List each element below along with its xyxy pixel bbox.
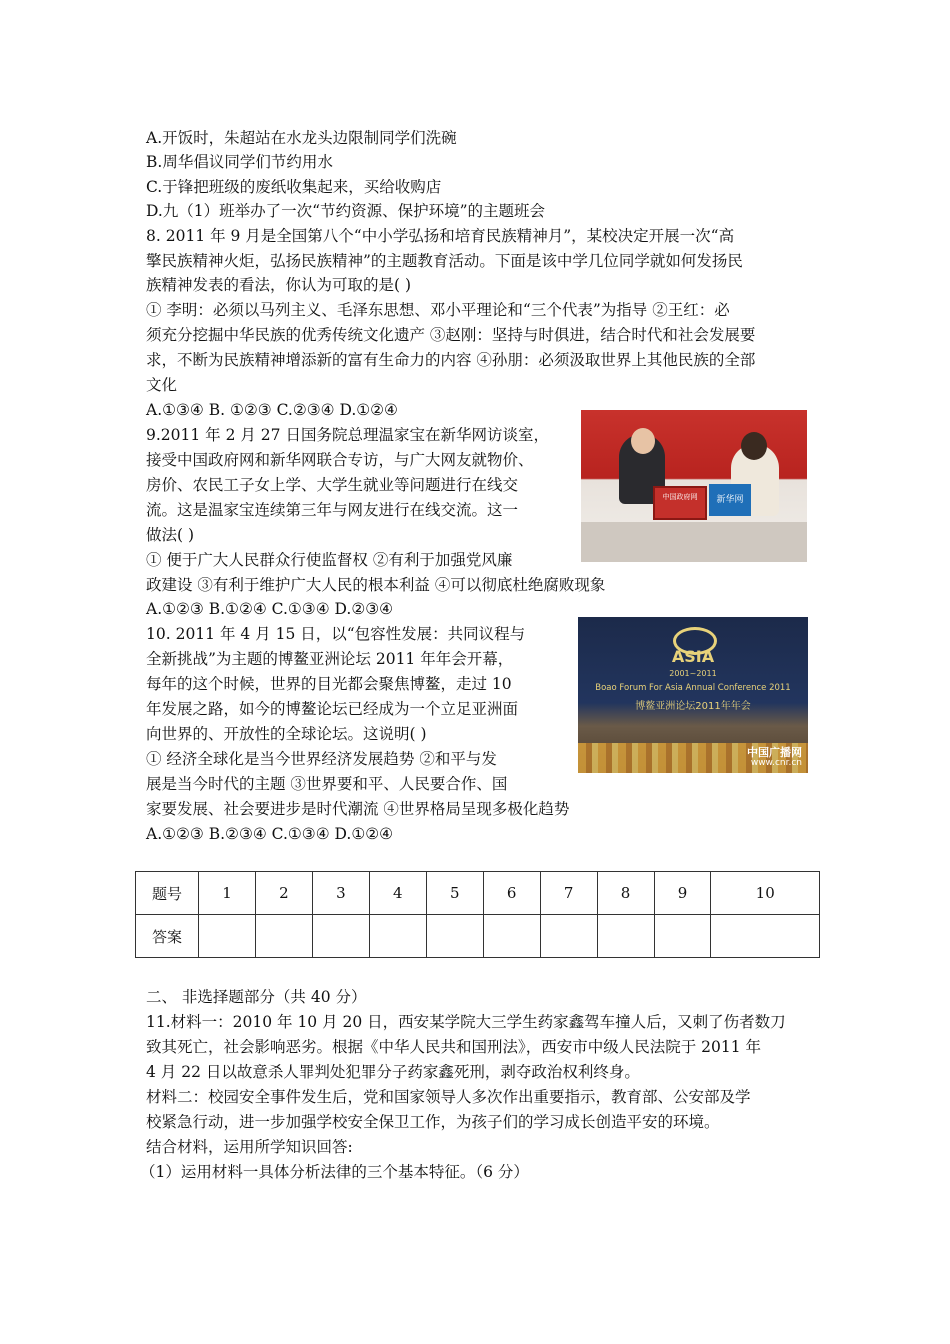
table-cell: 8 <box>597 872 654 915</box>
question-10-text: 10. 2011 年 4 月 15 日，以“包容性发展：共同议程与 <box>146 625 526 643</box>
question-10-text: 家要发展、社会要进步是时代潮流 ④世界格局呈现多极化趋势 <box>146 800 570 818</box>
question-10-text: 全新挑战”为主题的博鳌亚洲论坛 2011 年年会开幕， <box>146 650 514 668</box>
table-cell: 10 <box>711 872 820 915</box>
laptop-right-label: 新华网 <box>709 484 751 516</box>
forum-title-cn: 博鳌亚洲论坛2011年年会 <box>635 701 751 712</box>
question-10-options: A.①②③ B.②③④ C.①③④ D.①②④ <box>146 825 394 843</box>
watermark-cn: 中国广播网 <box>747 746 802 759</box>
option-c: C.于锋把班级的废纸收集起来，买给收购店 <box>146 178 442 196</box>
table-header-cell: 答案 <box>136 915 199 958</box>
photo-person-left-head <box>631 428 655 454</box>
question-10-text: 向世界的、开放性的全球论坛。这说明( ) <box>146 725 427 743</box>
question-10-text: 展是当今时代的主题 ③世界要和平、人民要合作、国 <box>146 775 508 793</box>
photo-watermark <box>747 747 802 769</box>
question-9-text: 9.2011 年 2 月 27 日国务院总理温家宝在新华网访谈室， <box>146 426 549 444</box>
photo-person-right-head <box>741 432 767 460</box>
interview-photo <box>581 410 807 562</box>
question-9-text: 接受中国政府网和新华网联合专访，与广大网友就物价、 <box>146 451 534 469</box>
table-cell: 7 <box>540 872 597 915</box>
answer-cell[interactable] <box>255 915 312 958</box>
question-8-options: A.①③④ B. ①②③ C.②③④ D.①②④ <box>146 401 398 419</box>
question-9-text: 流。这是温家宝连续第三年与网友进行在线交流。这一 <box>146 501 519 519</box>
question-11-text: 材料二：校园安全事件发生后，党和国家领导人多次作出重要指示，教育部、公安部及学 <box>146 1088 751 1106</box>
question-11-prompt: 结合材料，运用所学知识回答: <box>146 1138 353 1156</box>
question-9-options: A.①②③ B.①②④ C.①③④ D.②③④ <box>146 600 394 618</box>
question-9-text: 做法( ) <box>146 526 195 544</box>
table-cell: 9 <box>654 872 711 915</box>
question-8-text: ① 李明：必须以马列主义、毛泽东思想、邓小平理论和“三个代表”为指导 ②王红：必 <box>146 301 730 319</box>
question-8-text: 须充分挖掘中华民族的优秀传统文化遗产 ③赵刚：坚持与时俱进，结合时代和社会发展要 <box>146 326 756 344</box>
table-row <box>136 915 820 958</box>
table-cell: 3 <box>312 872 369 915</box>
table-header-cell: 题号 <box>136 872 199 915</box>
question-8-text: 擎民族精神火炬，弘扬民族精神”的主题教育活动。下面是该中学几位同学就如何发扬民 <box>146 252 743 270</box>
table-row <box>136 872 820 915</box>
answer-cell[interactable] <box>369 915 426 958</box>
forum-title-en: Boao Forum For Asia Annual Conference 2011 <box>595 683 791 693</box>
table-cell: 4 <box>369 872 426 915</box>
section-2-heading: 二、 非选择题部分（共 40 分） <box>146 988 367 1006</box>
question-9-text: 房价、农民工子女上学、大学生就业等问题进行在线交 <box>146 476 519 494</box>
answer-cell[interactable] <box>312 915 369 958</box>
table-cell: 2 <box>255 872 312 915</box>
question-9-text: ① 便于广大人民群众行使监督权 ②有利于加强党风廉 <box>146 551 513 569</box>
laptop-left-label: 中国政府网 <box>662 493 698 501</box>
answer-cell[interactable] <box>711 915 820 958</box>
question-10-text: 每年的这个时候，世界的目光都会聚焦博鳌，走过 10 <box>146 675 512 693</box>
photo-desk <box>581 522 807 562</box>
answer-cell[interactable] <box>483 915 540 958</box>
question-10-text: ① 经济全球化是当今世界经济发展趋势 ②和平与发 <box>146 750 497 768</box>
forum-logo-text: ASIA <box>671 647 715 666</box>
question-11-text: 4 月 22 日以故意杀人罪判处犯罪分子药家鑫死刑，剥夺政治权利终身。 <box>146 1063 640 1081</box>
table-cell: 5 <box>426 872 483 915</box>
question-11-text: 11.材料一：2010 年 10 月 20 日，西安某学院大三学生药家鑫驾车撞人后，又刺了伤者数刀 <box>146 1013 786 1031</box>
question-8-text: 族精神发表的看法，你认为可取的是( ) <box>146 276 412 294</box>
question-11-text: 校紧急行动，进一步加强学校安全保卫工作，为孩子们的学习成长创造平安的环境。 <box>146 1113 720 1131</box>
question-11-text: 致其死亡，社会影响恶劣。根据《中华人民共和国刑法》，西安市中级人民法院于 2011 年 <box>146 1038 762 1056</box>
question-8-text: 求，不断为民族精神增添新的富有生命力的内容 ④孙朋：必须汲取世界上其他民族的全部 <box>146 351 756 369</box>
question-10-text: 年发展之路，如今的博鳌论坛已经成为一个立足亚洲面 <box>146 700 519 718</box>
table-cell: 1 <box>199 872 256 915</box>
question-9-text: 政建设 ③有利于维护广大人民的根本利益 ④可以彻底杜绝腐败现象 <box>146 576 606 594</box>
option-a: A.开饭时，朱超站在水龙头边限制同学们洗碗 <box>146 129 457 147</box>
table-cell: 6 <box>483 872 540 915</box>
forum-years: 2001~2011 <box>669 669 717 678</box>
answer-cell[interactable] <box>426 915 483 958</box>
question-8-text: 文化 <box>146 376 178 394</box>
boao-forum-photo <box>578 617 808 773</box>
answer-table <box>135 871 820 958</box>
watermark-url: www.cnr.cn <box>750 758 802 768</box>
question-8-text: 8. 2011 年 9 月是全国第八个“中小学弘扬和培育民族精神月”，某校决定开展一次“高 <box>146 227 735 245</box>
answer-cell[interactable] <box>597 915 654 958</box>
answer-cell[interactable] <box>199 915 256 958</box>
question-11-sub-1: （1）运用材料一具体分析法律的三个基本特征。（6 分） <box>140 1163 529 1181</box>
option-b: B.周华倡议同学们节约用水 <box>146 153 333 171</box>
answer-cell[interactable] <box>654 915 711 958</box>
answer-cell[interactable] <box>540 915 597 958</box>
option-d: D.九（1）班举办了一次“节约资源、保护环境”的主题班会 <box>146 202 546 220</box>
